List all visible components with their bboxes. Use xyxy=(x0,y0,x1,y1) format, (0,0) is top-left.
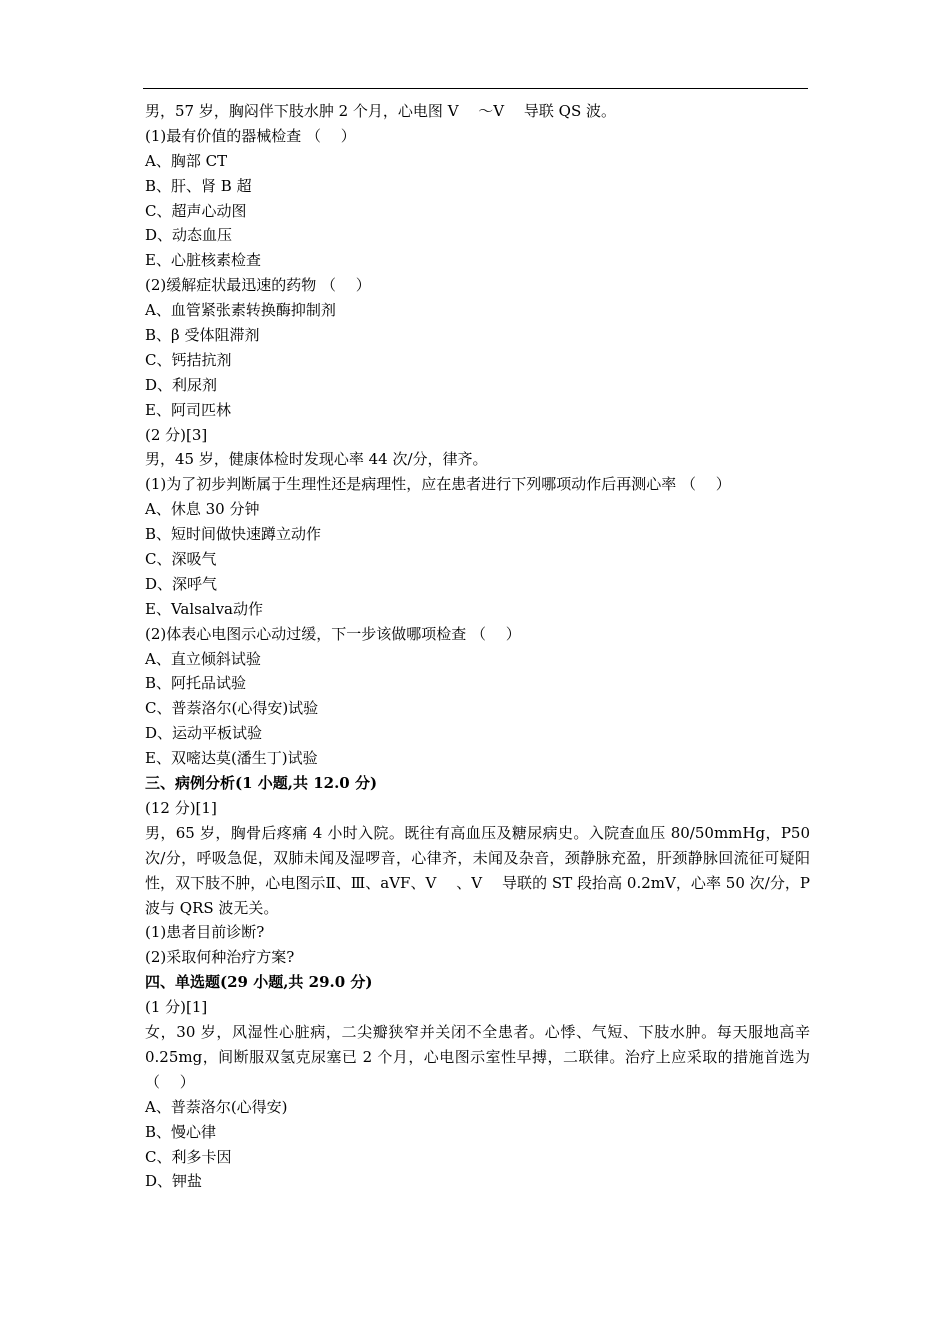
option-c: C、钙拮抗剂 xyxy=(145,350,232,369)
option-d: D、深呼气 xyxy=(145,574,218,593)
option-d: D、利尿剂 xyxy=(145,375,218,394)
question-score: (2 分)[3] xyxy=(145,425,208,444)
case-stem-1: 男，57 岁，胸闷伴下肢水肿 2 个月，心电图 V ～V 导联 QS 波。 xyxy=(145,102,617,120)
option-b: B、阿托品试验 xyxy=(145,674,247,693)
option-a: A、休息 30 分钟 xyxy=(145,500,260,519)
option-a: A、血管紧张素转换酶抑制剂 xyxy=(145,301,336,320)
option-c: C、利多卡因 xyxy=(145,1147,232,1166)
option-b: B、短时间做快速蹲立动作 xyxy=(145,525,322,544)
option-b: B、β 受体阻滞剂 xyxy=(145,326,260,345)
option-a: A、普萘洛尔(心得安) xyxy=(145,1097,288,1116)
section-heading: 三、病例分析(1 小题,共 12.0 分) xyxy=(145,774,378,793)
option-b: B、肝、肾 B 超 xyxy=(145,176,252,195)
option-e: E、双嘧达莫(潘生丁)试验 xyxy=(145,749,318,768)
option-d: D、运动平板试验 xyxy=(145,724,263,743)
case-stem-2: 男，45 岁，健康体检时发现心率 44 次/分，律齐。 xyxy=(145,450,488,469)
document-body xyxy=(145,99,810,1194)
question-1-2: (2)缓解症状最迅速的药物 （ ） xyxy=(145,276,371,295)
question-1-1: (1)最有价值的器械检查 （ ） xyxy=(145,126,356,145)
option-a: A、直立倾斜试验 xyxy=(145,649,261,668)
option-e: E、心脏核素检查 xyxy=(145,251,261,270)
question-score: (1 分)[1] xyxy=(145,998,208,1017)
option-c: C、超声心动图 xyxy=(145,201,247,220)
question-2-2: (2)体表心电图示心动过缓，下一步该做哪项检查 （ ） xyxy=(145,624,521,643)
question-score: (12 分)[1] xyxy=(145,798,217,817)
option-a: A、胸部 CT xyxy=(145,151,228,170)
option-b: B、慢心律 xyxy=(145,1122,217,1141)
section-heading: 四、单选题(29 小题,共 29.0 分) xyxy=(145,973,373,992)
question-item: (2)采取何种治疗方案? xyxy=(145,948,295,967)
option-d: D、动态血压 xyxy=(145,226,233,245)
question-paragraph: 女，30 岁，风湿性心脏病，二尖瓣狭窄并关闭不全患者。心悸、气短、下肢水肿。每天服地高辛 0.25mg，间断服双氢克尿塞已 2 个月，心电图示室性早搏，二联律。治疗上应采取的措施首选为 （ ） xyxy=(145,1023,810,1091)
case-paragraph: 男，65 岁，胸骨后疼痛 4 小时入院。既往有高血压及糖尿病史。入院查血压 80/50mmHg，P50 次/分，呼吸急促，双肺未闻及湿啰音，心律齐，未闻及杂音，颈静脉充盈，肝颈静脉回流征可疑阳性，双下肢不肿，心电图示Ⅱ、Ⅲ、aVF、V 、V 导联的 ST 段抬高 0.2mV，心率 50 次/分，P 波与 QRS 波无关。 xyxy=(145,823,810,917)
question-2-1: (1)为了初步判断属于生理性还是病理性，应在患者进行下列哪项动作后再测心率 （ ） xyxy=(145,475,731,494)
option-c: C、普萘洛尔(心得安)试验 xyxy=(145,699,319,718)
option-e: E、Valsalva动作 xyxy=(145,599,264,618)
question-item: (1)患者目前诊断? xyxy=(145,923,265,942)
option-e: E、阿司匹林 xyxy=(145,400,231,419)
option-d: D、钾盐 xyxy=(145,1172,203,1191)
option-c: C、深吸气 xyxy=(145,550,217,569)
top-divider-rule xyxy=(143,88,808,89)
